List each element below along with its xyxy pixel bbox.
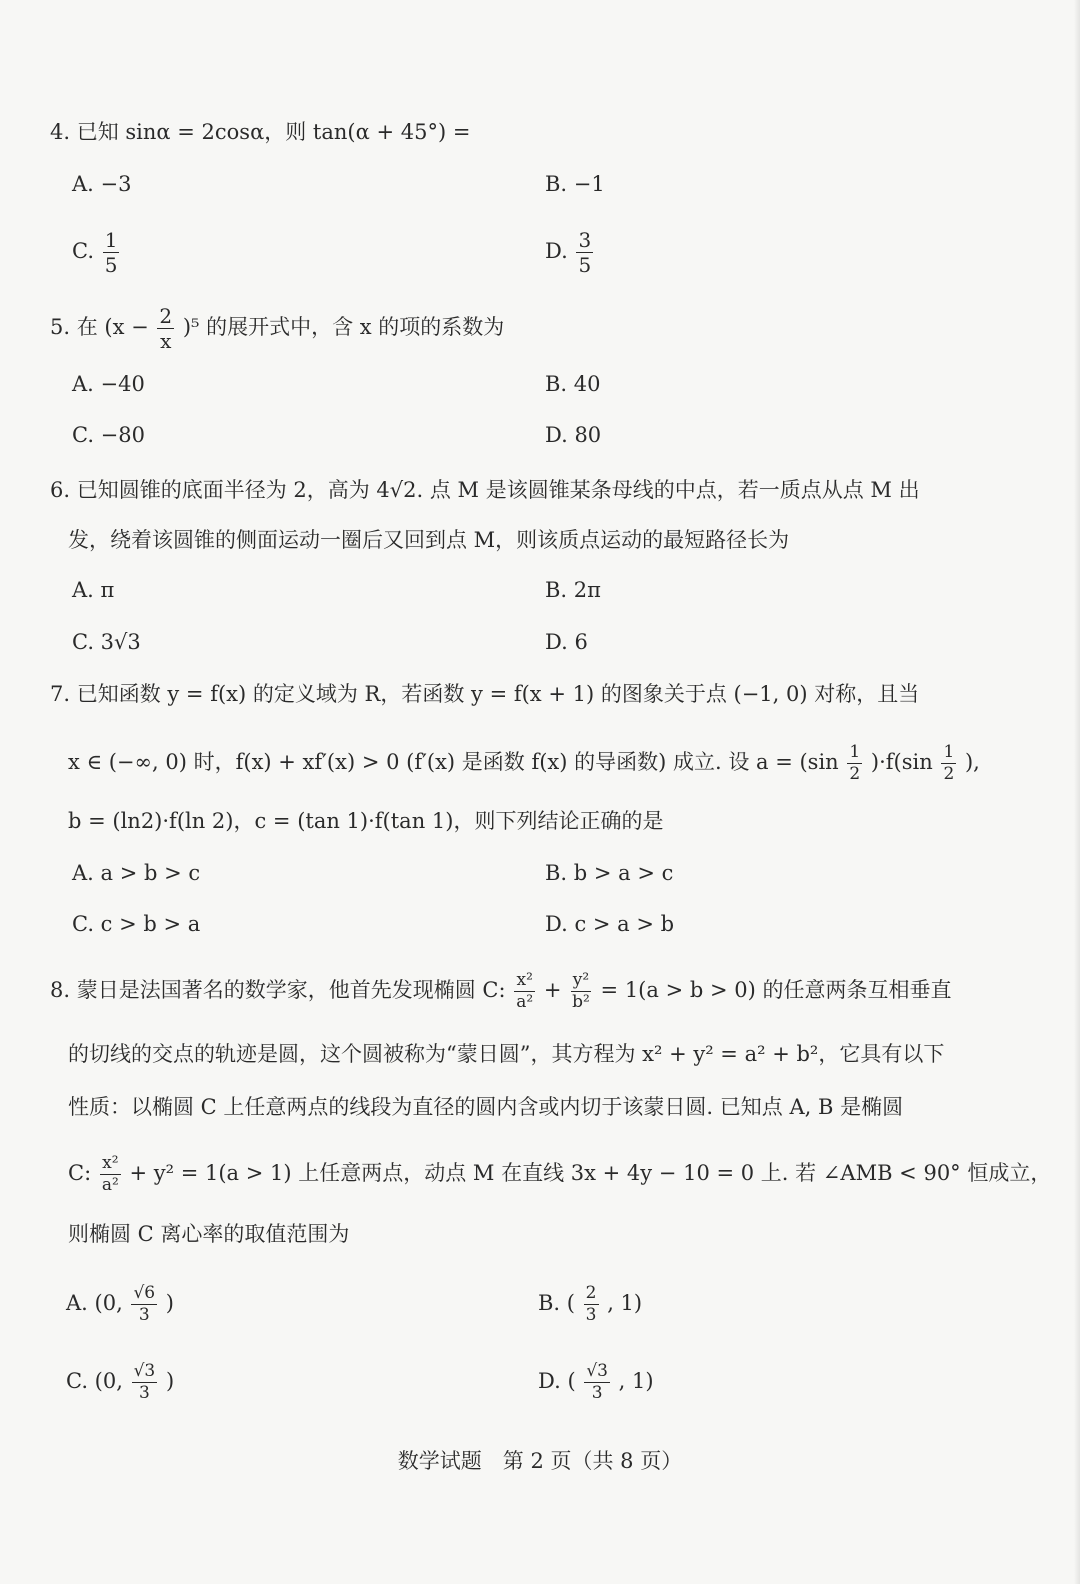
q8-option-a-fraction [131, 1285, 157, 1324]
q5-fraction [157, 306, 174, 351]
q7-half-fraction-2 [941, 744, 956, 783]
q7-option-a: A. a > b > c [72, 861, 201, 885]
fraction-numerator: 1 [104, 228, 118, 252]
fraction-numerator: 3 [578, 228, 592, 252]
q5-stem [50, 306, 1080, 351]
q8-fraction-x2-a2-second [100, 1155, 121, 1194]
fraction-denominator: 5 [578, 253, 592, 277]
q4-option-b: B. −1 [545, 172, 605, 196]
q8-option-d-post: , 1) [618, 1369, 654, 1393]
q6-option-a: A. π [72, 578, 115, 602]
q5-stem-post: )⁵ 的展开式中，含 x 的项的系数为 [182, 315, 505, 339]
fraction-denominator: 3 [591, 1383, 603, 1403]
q6-stem-line2: 发，绕着该圆锥的侧面运动一圈后又回到点 M，则该质点运动的最短路径长为 [68, 528, 790, 552]
q6-option-d: D. 6 [545, 630, 588, 654]
q8-line1-pre: 8. 蒙日是法国著名的数学家，他首先发现椭圆 C: [50, 978, 506, 1002]
q7-line2-pre: x ∈ (−∞, 0) 时，f(x) + xf′(x) > 0 (f′(x) 是函数 f(x) 的导函数) 成立. 设 a = (sin [68, 750, 839, 774]
q4-option-a: A. −3 [72, 172, 132, 196]
fraction-numerator: x² [102, 1153, 119, 1173]
q8-option-c-post: ) [165, 1369, 175, 1393]
q4-option-c [72, 230, 121, 275]
fraction-denominator: x [160, 329, 172, 353]
page-edge-shadow [1074, 0, 1080, 1584]
q7-stem-line1: 7. 已知函数 y = f(x) 的定义域为 R，若函数 y = f(x + 1) 的图象关于点 (−1, 0) 对称，且当 [50, 682, 920, 706]
fraction-denominator: a² [101, 1175, 119, 1195]
q4-option-d-fraction [576, 230, 593, 275]
q8-option-b [538, 1285, 642, 1324]
q6-option-c: C. 3√3 [72, 630, 141, 654]
q4-option-c-fraction [103, 230, 120, 275]
q4-stem: 4. 已知 sinα = 2cosα，则 tan(α + 45°) = [50, 120, 471, 144]
q7-option-b: B. b > a > c [545, 861, 674, 885]
q8-line4-pre: C: [68, 1161, 92, 1185]
q8-fraction-y2-b2 [570, 972, 592, 1011]
q8-option-a [66, 1285, 174, 1324]
q8-plus: + [543, 978, 562, 1002]
q8-line1-post: = 1(a > b > 0) 的任意两条互相垂直 [600, 978, 952, 1002]
page-footer: 数学试题 第 2 页（共 8 页） [397, 1449, 683, 1473]
fraction-denominator: 5 [104, 253, 118, 277]
q7-line2-post: ), [964, 750, 980, 774]
q5-option-b: B. 40 [545, 372, 601, 396]
fraction-numerator: √6 [133, 1283, 156, 1303]
q8-fraction-x2-a2 [514, 972, 535, 1011]
q7-stem-line2 [68, 744, 1080, 783]
q7-line2-mid: )·f(sin [870, 750, 933, 774]
q4-option-c-label: C. [72, 239, 94, 263]
fraction-denominator: 3 [139, 1383, 150, 1403]
q8-option-b-fraction [584, 1285, 599, 1324]
fraction-numerator: √3 [586, 1361, 608, 1381]
q8-option-d-pre: D. ( [538, 1369, 576, 1393]
q8-option-a-post: ) [165, 1291, 174, 1315]
q8-option-d-fraction [584, 1363, 610, 1402]
q6-stem-line1: 6. 已知圆锥的底面半径为 2，高为 4√2. 点 M 是该圆锥某条母线的中点，若一质点从点 M 出 [50, 478, 920, 502]
fraction-numerator: 1 [943, 742, 955, 762]
q8-stem-line3: 性质：以椭圆 C 上任意两点的线段为直径的圆内含或内切于该蒙日圆. 已知点 A, B 是椭圆 [68, 1095, 904, 1119]
fraction-denominator: a² [516, 992, 534, 1012]
fraction-denominator: b² [572, 992, 590, 1012]
q4-option-d-label: D. [545, 239, 568, 263]
fraction-denominator: 2 [943, 764, 955, 784]
q8-option-d [538, 1363, 654, 1402]
fraction-numerator: √3 [133, 1361, 156, 1381]
q7-option-d: D. c > a > b [545, 912, 675, 936]
q8-stem-line4 [68, 1155, 1080, 1194]
q8-stem-line1 [50, 972, 1080, 1011]
q7-stem-line3: b = (ln2)·f(ln 2)，c = (tan 1)·f(tan 1)，则下列结论正确的是 [68, 809, 664, 833]
q7-half-fraction-1 [847, 744, 862, 783]
q4-option-d [545, 230, 595, 275]
q6-option-b: B. 2π [545, 578, 601, 602]
fraction-denominator: 3 [138, 1305, 150, 1325]
q8-option-c [66, 1363, 174, 1402]
q8-option-a-pre: A. (0, [66, 1291, 123, 1315]
fraction-numerator: 2 [159, 304, 173, 328]
q8-stem-line5: 则椭圆 C 离心率的取值范围为 [68, 1222, 350, 1246]
fraction-denominator: 3 [585, 1305, 597, 1325]
fraction-numerator: x² [516, 970, 533, 990]
q8-option-c-fraction [132, 1363, 158, 1402]
q8-option-c-pre: C. (0, [66, 1369, 123, 1393]
fraction-denominator: 2 [849, 764, 861, 784]
q8-stem-line2: 的切线的交点的轨迹是圆，这个圆被称为“蒙日圆”，其方程为 x² + y² = a² + b²，它具有以下 [68, 1042, 945, 1066]
fraction-numerator: y² [572, 970, 590, 990]
q7-option-c: C. c > b > a [72, 912, 201, 936]
q5-option-c: C. −80 [72, 423, 145, 447]
q8-option-b-post: , 1) [607, 1291, 643, 1315]
q8-option-b-pre: B. ( [538, 1291, 575, 1315]
q8-line4-post: + y² = 1(a > 1) 上任意两点，动点 M 在直线 3x + 4y − 10 = 0 上. 若 ∠AMB < 90° 恒成立， [129, 1161, 1052, 1185]
q5-option-a: A. −40 [72, 372, 145, 396]
fraction-numerator: 2 [585, 1283, 597, 1303]
fraction-numerator: 1 [849, 742, 861, 762]
q5-option-d: D. 80 [545, 423, 602, 447]
q5-stem-pre: 5. 在 (x − [50, 315, 149, 339]
